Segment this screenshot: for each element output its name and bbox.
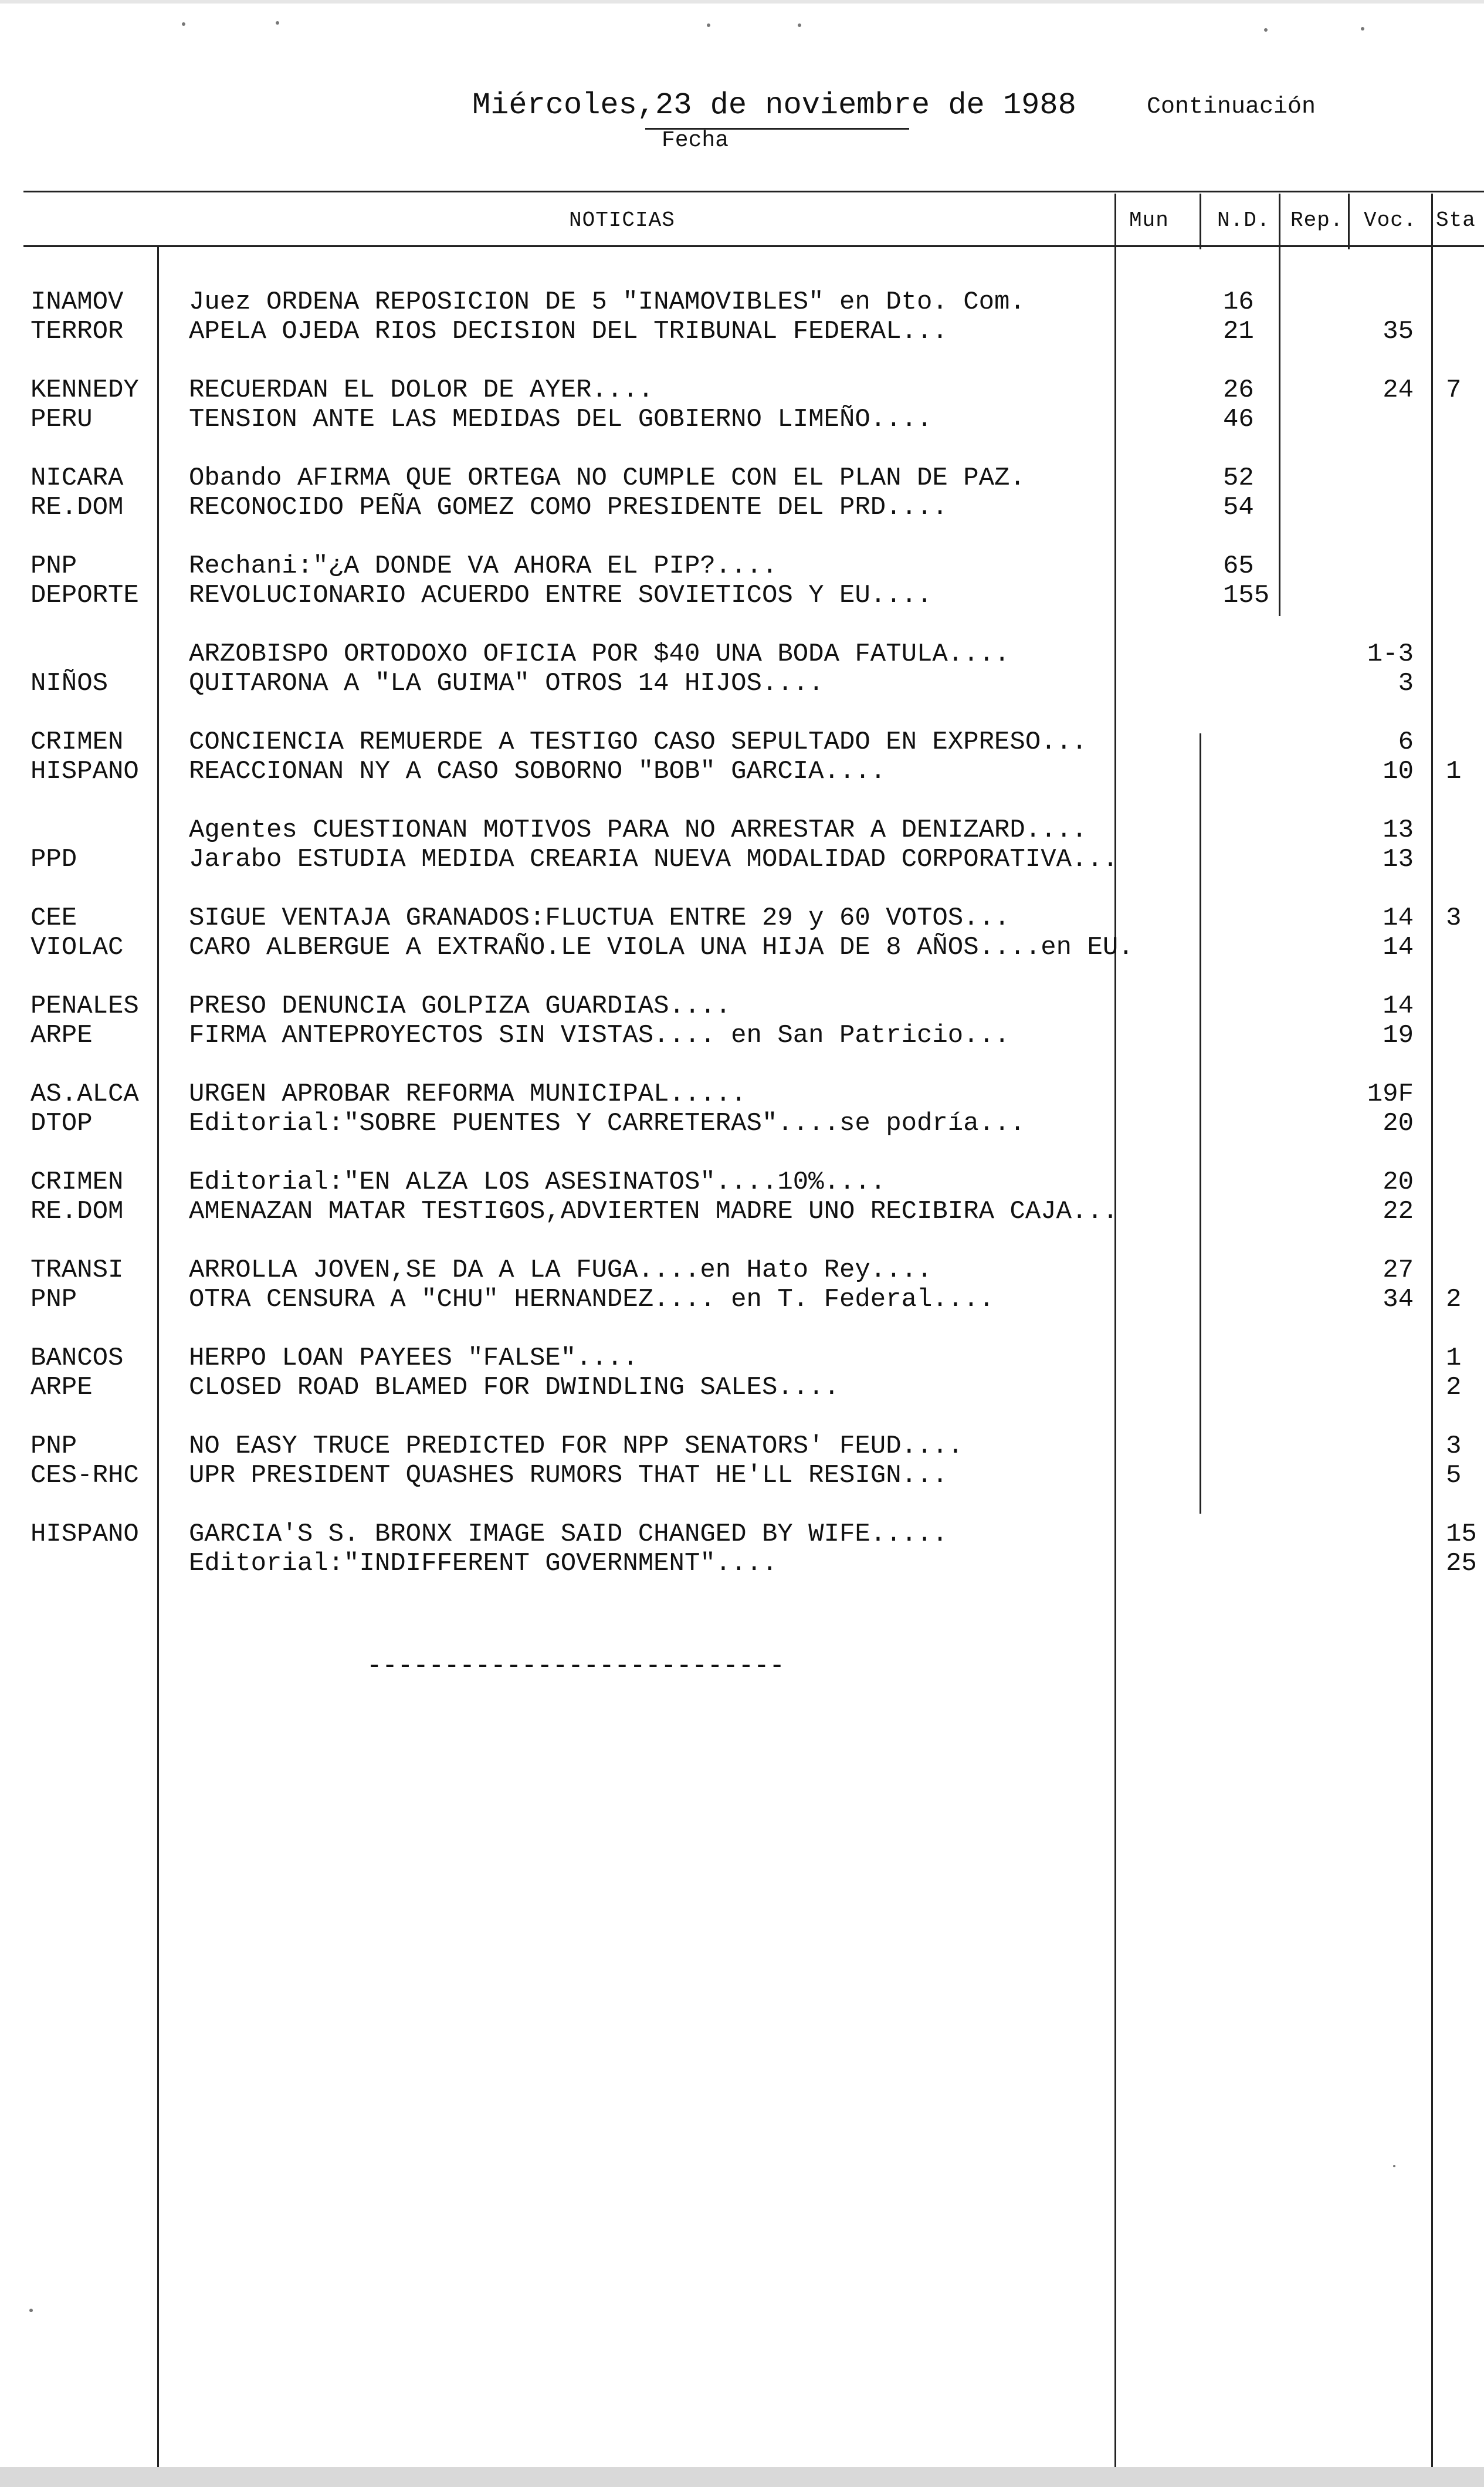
row-headline: Rechani:"¿A DONDE VA AHORA EL PIP?.... [189,551,778,581]
row-section: DTOP [31,1109,93,1138]
row-headline: APELA OJEDA RIOS DECISION DEL TRIBUNAL FEDERAL... [189,317,948,346]
row-section: PERU [31,405,93,434]
row-voc: 10 [1383,757,1414,786]
row-section: CRIMEN [31,1168,124,1197]
row-section: BANCOS [31,1344,124,1373]
scan-bottom-edge [0,2467,1484,2487]
row-headline: REACCIONAN NY A CASO SOBORNO "BOB" GARCIA.... [189,757,886,786]
section-column-divider [157,246,159,2467]
row-section: ARPE [31,1373,93,1402]
row-nd: 21 [1223,317,1254,346]
col-header-sta: Sta [1436,208,1476,232]
row-headline: OTRA CENSURA A "CHU" HERNANDEZ.... en T. Federal.... [189,1285,995,1314]
row-sta: 7 [1446,375,1462,405]
row-sta: 3 [1446,904,1462,933]
row-sta: 25 [1446,1549,1477,1578]
table-header-rule [23,245,1484,247]
mun-nd-divider-header [1200,194,1201,249]
row-section: HISPANO [31,1520,139,1549]
row-voc: 24 [1383,375,1414,405]
row-nd: 52 [1223,463,1254,493]
row-section: VIOLAC [31,933,124,962]
row-sta: 1 [1446,757,1462,786]
row-section: NICARA [31,463,124,493]
row-voc: 20 [1383,1168,1414,1197]
row-headline: QUITARONA A "LA GUIMA" OTROS 14 HIJOS.... [189,669,824,698]
row-voc: 14 [1383,992,1414,1021]
row-voc: 34 [1383,1285,1414,1314]
row-headline: ARZOBISPO ORTODOXO OFICIA POR $40 UNA BODA FATULA.... [189,639,1010,669]
row-section: PPD [31,845,77,874]
continuation-label: Continuación [1147,94,1316,120]
nd-rep-divider [1279,194,1280,616]
scan-speck [276,21,279,25]
row-nd: 16 [1223,287,1254,317]
table-top-rule [23,191,1484,192]
scan-speck [1264,28,1268,32]
scan-speck [1393,2165,1395,2167]
noticias-mun-divider [1114,194,1116,2467]
row-headline: Editorial:"INDIFFERENT GOVERNMENT".... [189,1549,778,1578]
row-voc: 35 [1383,317,1414,346]
row-headline: Juez ORDENA REPOSICION DE 5 "INAMOVIBLES" en Dto. Com. [189,287,1025,317]
row-headline: CLOSED ROAD BLAMED FOR DWINDLING SALES.... [189,1373,839,1402]
row-headline: UPR PRESIDENT QUASHES RUMORS THAT HE'LL RESIGN... [189,1461,948,1490]
mun-nd-divider [1200,733,1201,1514]
row-voc: 13 [1383,816,1414,845]
row-sta: 1 [1446,1344,1462,1373]
row-headline: HERPO LOAN PAYEES "FALSE".... [189,1344,638,1373]
scan-speck [29,2309,33,2312]
row-voc: 3 [1398,669,1414,698]
row-voc: 14 [1383,933,1414,962]
row-section: RE.DOM [31,493,124,522]
row-headline: REVOLUCIONARIO ACUERDO ENTRE SOVIETICOS Y EU.... [189,581,933,610]
row-section: CRIMEN [31,728,124,757]
row-section: PENALES [31,992,139,1021]
col-header-rep: Rep. [1290,208,1344,232]
row-section: CEE [31,904,77,933]
scan-top-edge [0,0,1484,4]
row-sta: 5 [1446,1461,1462,1490]
row-nd: 54 [1223,493,1254,522]
row-headline: URGEN APROBAR REFORMA MUNICIPAL..... [189,1080,747,1109]
row-headline: ARROLLA JOVEN,SE DA A LA FUGA....en Hato Rey.... [189,1256,933,1285]
row-voc: 13 [1383,845,1414,874]
row-nd: 26 [1223,375,1254,405]
row-nd: 155 [1223,581,1270,610]
row-section: DEPORTE [31,581,139,610]
voc-sta-divider [1431,194,1433,2467]
date-caption: Fecha [662,128,729,153]
row-section: HISPANO [31,757,139,786]
col-header-nd: N.D. [1217,208,1270,232]
row-voc: 27 [1383,1256,1414,1285]
row-headline: Editorial:"EN ALZA LOS ASESINATOS"....10%.... [189,1168,886,1197]
row-headline: RECUERDAN EL DOLOR DE AYER.... [189,375,654,405]
row-headline: CARO ALBERGUE A EXTRAÑO.LE VIOLA UNA HIJA DE 8 AÑOS....en EU. [189,933,1134,962]
scan-speck [182,22,185,26]
row-section: KENNEDY [31,375,139,405]
row-voc: 1-3 [1367,639,1414,669]
scan-speck [707,23,710,27]
row-headline: AMENAZAN MATAR TESTIGOS,ADVIERTEN MADRE UNO RECIBIRA CAJA... [189,1197,1119,1226]
row-section: CES-RHC [31,1461,139,1490]
row-voc: 6 [1398,728,1414,757]
date-heading: Miércoles,23 de noviembre de 1988 [472,88,1076,123]
col-header-voc: Voc. [1364,208,1417,232]
row-section: RE.DOM [31,1197,124,1226]
row-section: TRANSI [31,1256,124,1285]
row-headline: Editorial:"SOBRE PUENTES Y CARRETERAS"....se podría... [189,1109,1025,1138]
row-sta: 2 [1446,1373,1462,1402]
row-sta: 3 [1446,1432,1462,1461]
row-headline: NO EASY TRUCE PREDICTED FOR NPP SENATORS' FEUD.... [189,1432,964,1461]
row-section: ARPE [31,1021,93,1050]
row-headline: CONCIENCIA REMUERDE A TESTIGO CASO SEPULTADO EN EXPRESO... [189,728,1087,757]
row-section: INAMOV [31,287,124,317]
row-section: PNP [31,1432,77,1461]
col-header-mun: Mun [1129,208,1169,232]
end-separator: --------------------------- [367,1652,785,1681]
row-voc: 19 [1383,1021,1414,1050]
row-sta: 2 [1446,1285,1462,1314]
rep-voc-divider [1348,194,1350,249]
col-header-noticias: NOTICIAS [569,208,675,232]
row-nd: 46 [1223,405,1254,434]
row-headline: FIRMA ANTEPROYECTOS SIN VISTAS.... en San Patricio... [189,1021,1010,1050]
row-headline: SIGUE VENTAJA GRANADOS:FLUCTUA ENTRE 29 y 60 VOTOS... [189,904,1010,933]
row-section: PNP [31,551,77,581]
row-voc: 20 [1383,1109,1414,1138]
row-section: TERROR [31,317,124,346]
row-headline: Jarabo ESTUDIA MEDIDA CREARIA NUEVA MODALIDAD CORPORATIVA... [189,845,1119,874]
row-voc: 14 [1383,904,1414,933]
row-section: NIÑOS [31,669,109,698]
row-headline: RECONOCIDO PEÑA GOMEZ COMO PRESIDENTE DEL PRD.... [189,493,948,522]
row-headline: Obando AFIRMA QUE ORTEGA NO CUMPLE CON EL PLAN DE PAZ. [189,463,1025,493]
row-section: PNP [31,1285,77,1314]
row-headline: Agentes CUESTIONAN MOTIVOS PARA NO ARRESTAR A DENIZARD.... [189,816,1087,845]
row-headline: TENSION ANTE LAS MEDIDAS DEL GOBIERNO LIMEÑO.... [189,405,933,434]
row-section: AS.ALCA [31,1080,139,1109]
row-headline: GARCIA'S S. BRONX IMAGE SAID CHANGED BY WIFE..... [189,1520,948,1549]
row-nd: 65 [1223,551,1254,581]
scan-speck [798,23,801,27]
scan-speck [1361,27,1364,31]
row-headline: PRESO DENUNCIA GOLPIZA GUARDIAS.... [189,992,731,1021]
row-sta: 15 [1446,1520,1477,1549]
row-voc: 22 [1383,1197,1414,1226]
row-voc: 19F [1367,1080,1414,1109]
